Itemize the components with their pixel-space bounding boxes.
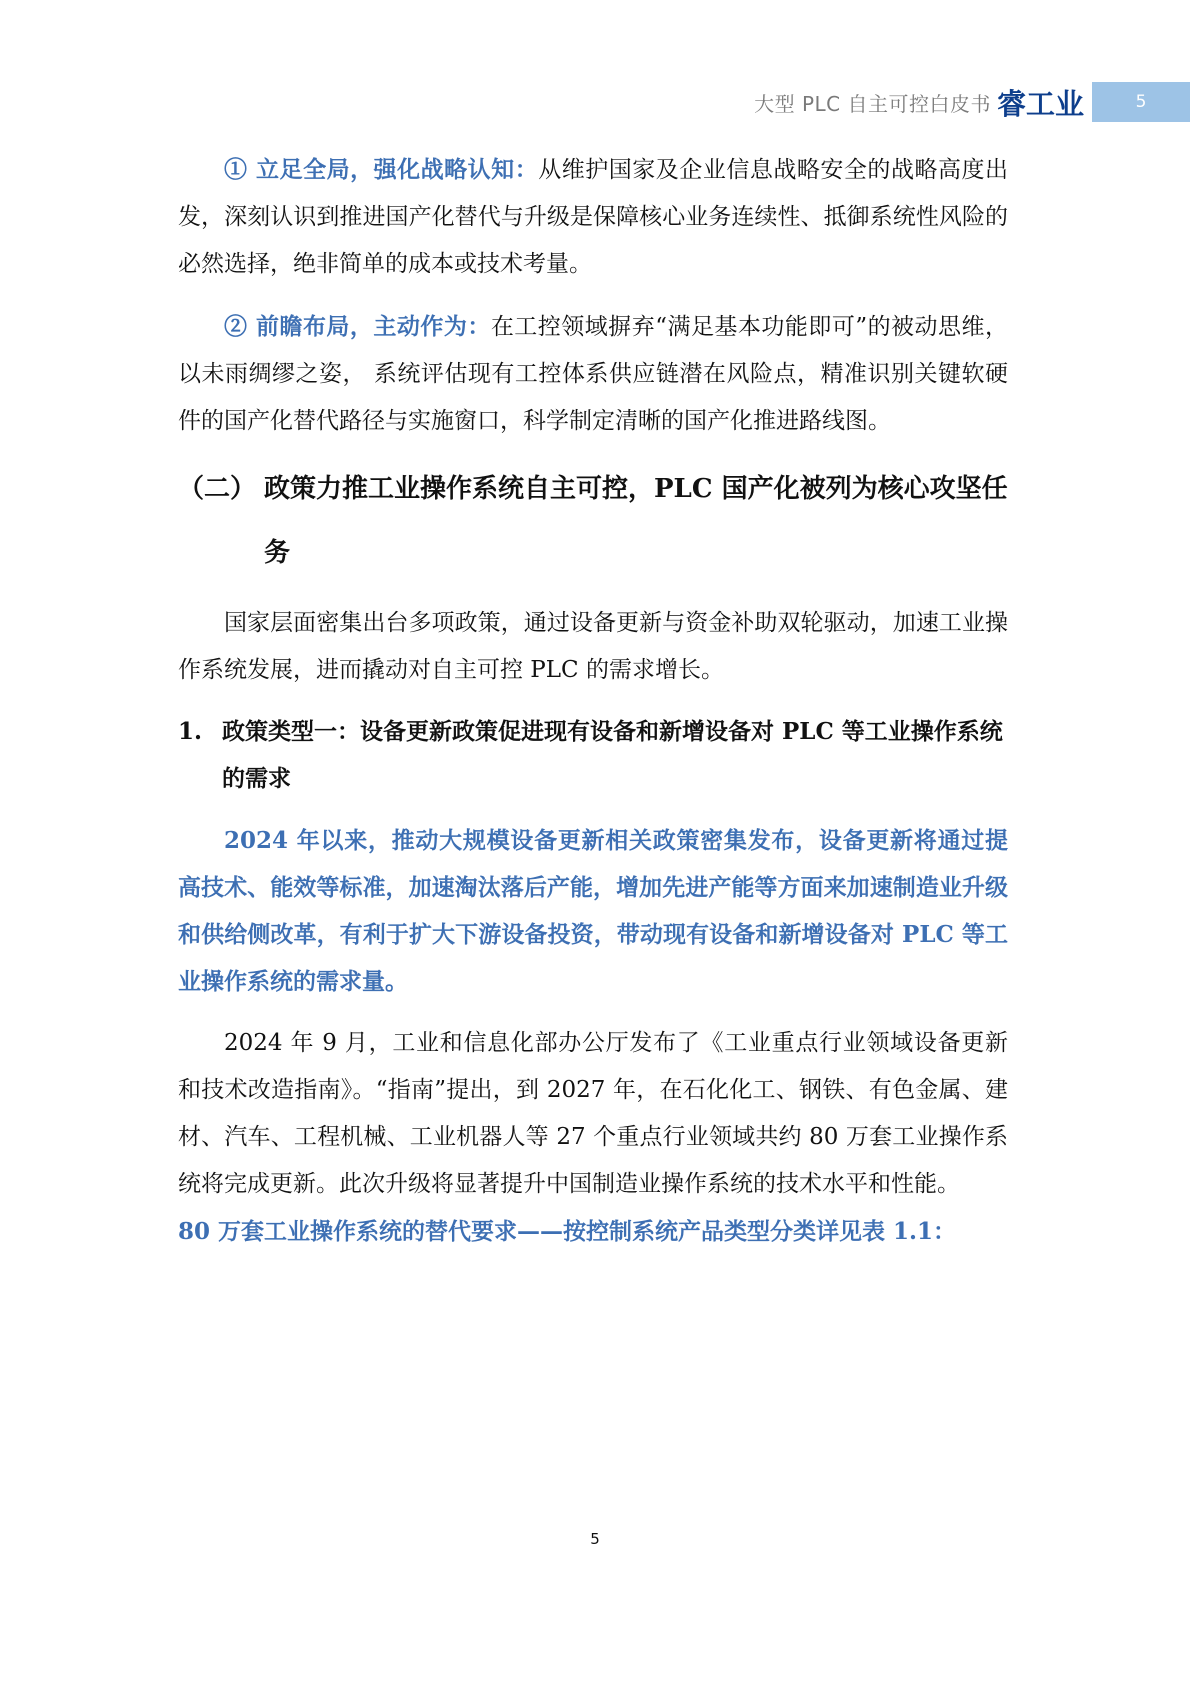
paragraph-forward-planning <box>178 303 1008 445</box>
paragraph-lead: ② 前瞻布局，主动作为： <box>224 313 491 340</box>
paragraph-text: 在工控领域摒弃“满足基本功能即可”的被动思维，以未雨绸缪之姿， 系统评估现有工控体系供应链潜在风险点，精准识别关键软硬件的国产化替代路径与实施窗口，科学制定清晰的国产化推进路线图。 <box>178 314 1008 434</box>
subsection-heading <box>178 708 1008 802</box>
paragraph-miit-guideline: 2024 年 9 月，工业和信息化部办公厅发布了《工业重点行业领域设备更新和技术改造指南》。“指南”提出，到 2027 年，在石化化工、钢铁、有色金属、建材、汽车、工程机械、工业机器人等 27 个重点行业领域共约 80 万套工业操作系统将完成更新。此次升级将显著提升中国制造业操作系统的技术水平和性能。 <box>178 1030 1008 1197</box>
section-heading <box>178 457 1008 585</box>
paragraph-policy-intro: 国家层面密集出台多项政策，通过设备更新与资金补助双轮驱动，加速工业操作系统发展，进而撬动对自主可控 PLC 的需求增长。 <box>178 610 1008 683</box>
subsection-title: 政策类型一：设备更新政策促进现有设备和新增设备对 PLC 等工业操作系统的需求 <box>222 718 1003 792</box>
document-body <box>178 146 1008 1255</box>
paragraph-equipment-update-highlight: 2024 年以来，推动大规模设备更新相关政策密集发布，设备更新将通过提高技术、能效等标准，加速淘汰落后产能，增加先进产能等方面来加速制造业升级和供给侧改革，有利于扩大下游设备投资，带动现有设备和新增设备对 PLC 等工业操作系统的需求量。 <box>178 827 1008 995</box>
section-title: 政策力推工业操作系统自主可控，PLC 国产化被列为核心攻坚任务 <box>264 474 1008 568</box>
document-title: 大型 PLC 自主可控白皮书 <box>754 91 991 116</box>
footer-page-number: 5 <box>590 1530 600 1548</box>
brand-logo-text: 睿工业 <box>996 86 1084 121</box>
paragraph-strategic-awareness <box>178 146 1008 288</box>
paragraph-lead: ① 立足全局，强化战略认知： <box>224 156 539 183</box>
subsection-number: 1. <box>178 718 203 745</box>
header-page-number: 5 <box>1092 82 1190 122</box>
paragraph-text: 从维护国家及企业信息战略安全的战略高度出发，深刻认识到推进国产化替代与升级是保障核心业务连续性、抵御系统性风险的必然选择，绝非简单的成本或技术考量。 <box>178 157 1008 277</box>
section-number: （二） <box>178 474 257 504</box>
table-reference-caption: 80 万套工业操作系统的替代要求——按控制系统产品类型分类详见表 1.1： <box>178 1218 957 1245</box>
page-header <box>754 82 1190 122</box>
